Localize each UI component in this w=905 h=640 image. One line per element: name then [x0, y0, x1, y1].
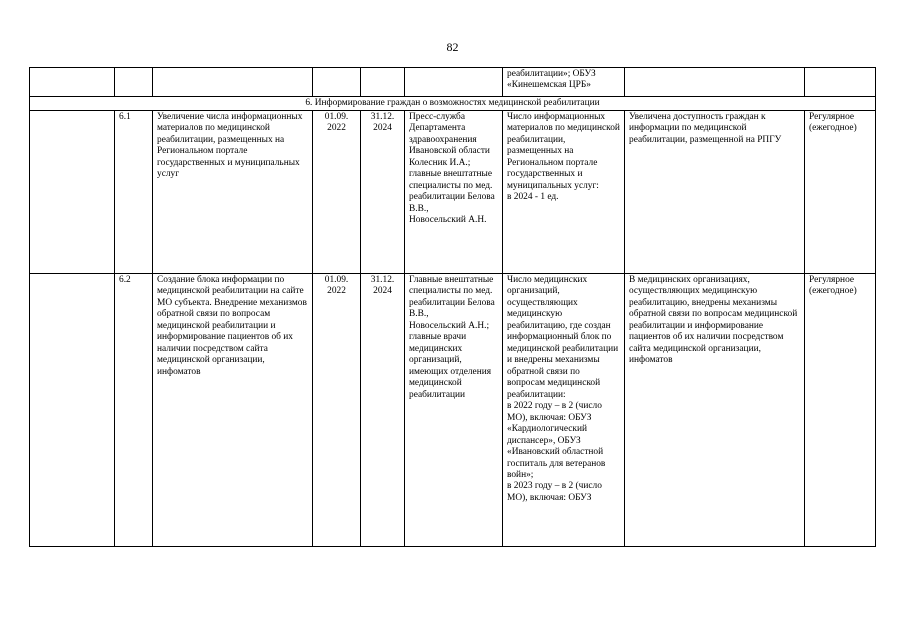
end-date: 31.12. 2024	[361, 274, 405, 547]
continuation-row	[30, 68, 876, 97]
section-title: 6. Информирование граждан о возможностях медицинской реабилитации	[30, 97, 876, 111]
empty-cell	[30, 274, 115, 547]
row-number: 6.2	[115, 274, 153, 547]
table-cell: реабилитации»; ОБУЗ «Кинешемская ЦРБ»	[503, 68, 625, 97]
start-date: 01.09. 2022	[313, 274, 361, 547]
table-cell	[405, 68, 503, 97]
section-header-row	[30, 97, 876, 111]
rehabilitation-plan-table	[29, 67, 876, 547]
measure-name: Создание блока информации по медицинской реабилитации на сайте МО субъекта. Внедрение механизмов обратной связи по вопросам медицинской реабилитации и информирование пациентов об их наличии посредством сайта медицинской организации, инфоматов	[153, 274, 313, 547]
table-cell	[805, 68, 876, 97]
empty-cell	[30, 111, 115, 274]
table-cell	[313, 68, 361, 97]
frequency: Регулярное (ежегодное)	[805, 274, 876, 547]
table-row	[30, 111, 876, 274]
indicator: Число медицинских организаций, осуществляющих медицинскую реабилитацию, где создан информационный блок по медицинской реабилитации и внедрены механизмы обратной связи по вопросам медицинской реабилитации: в 2022 году – в 2 (число МО), включая: ОБУЗ «Кардиологический диспансер», ОБУЗ «Ивановский областной госпиталь для ветеранов войн»; в 2023 году – в 2 (число МО), включая: ОБУЗ	[503, 274, 625, 547]
responsible: Пресс-служба Департамента здравоохранения Ивановской области Колесник И.А.; главные внештатные специалисты по мед. реабилитации Белова В.В., Новосельский А.Н.	[405, 111, 503, 274]
table-cell	[115, 68, 153, 97]
table-cell	[153, 68, 313, 97]
responsible: Главные внештатные специалисты по мед. реабилитации Белова В.В., Новосельский А.Н.; главные врачи медицинских организаций, имеющих отделения медицинской реабилитации	[405, 274, 503, 547]
table-row	[30, 274, 876, 547]
result: В медицинских организациях, осуществляющих медицинскую реабилитацию, внедрены механизмы обратной связи по вопросам медицинской реабилитации и информирование пациентов об их наличии посредством сайта медицинской организации, инфоматов	[625, 274, 805, 547]
table-cell	[30, 68, 115, 97]
page-number: 82	[446, 40, 459, 54]
frequency: Регулярное (ежегодное)	[805, 111, 876, 274]
end-date: 31.12. 2024	[361, 111, 405, 274]
result: Увеличена доступность граждан к информации по медицинской реабилитации, размещенной на РПГУ	[625, 111, 805, 274]
row-number: 6.1	[115, 111, 153, 274]
start-date: 01.09. 2022	[313, 111, 361, 274]
indicator: Число информационных материалов по медицинской реабилитации, размещенных на Региональном портале государственных и муниципальных услуг: в 2024 - 1 ед.	[503, 111, 625, 274]
measure-name: Увеличение числа информационных материалов по медицинской реабилитации, размещенных на Региональном портале государственных и муниципальных услуг	[153, 111, 313, 274]
table-cell	[625, 68, 805, 97]
table-cell	[361, 68, 405, 97]
